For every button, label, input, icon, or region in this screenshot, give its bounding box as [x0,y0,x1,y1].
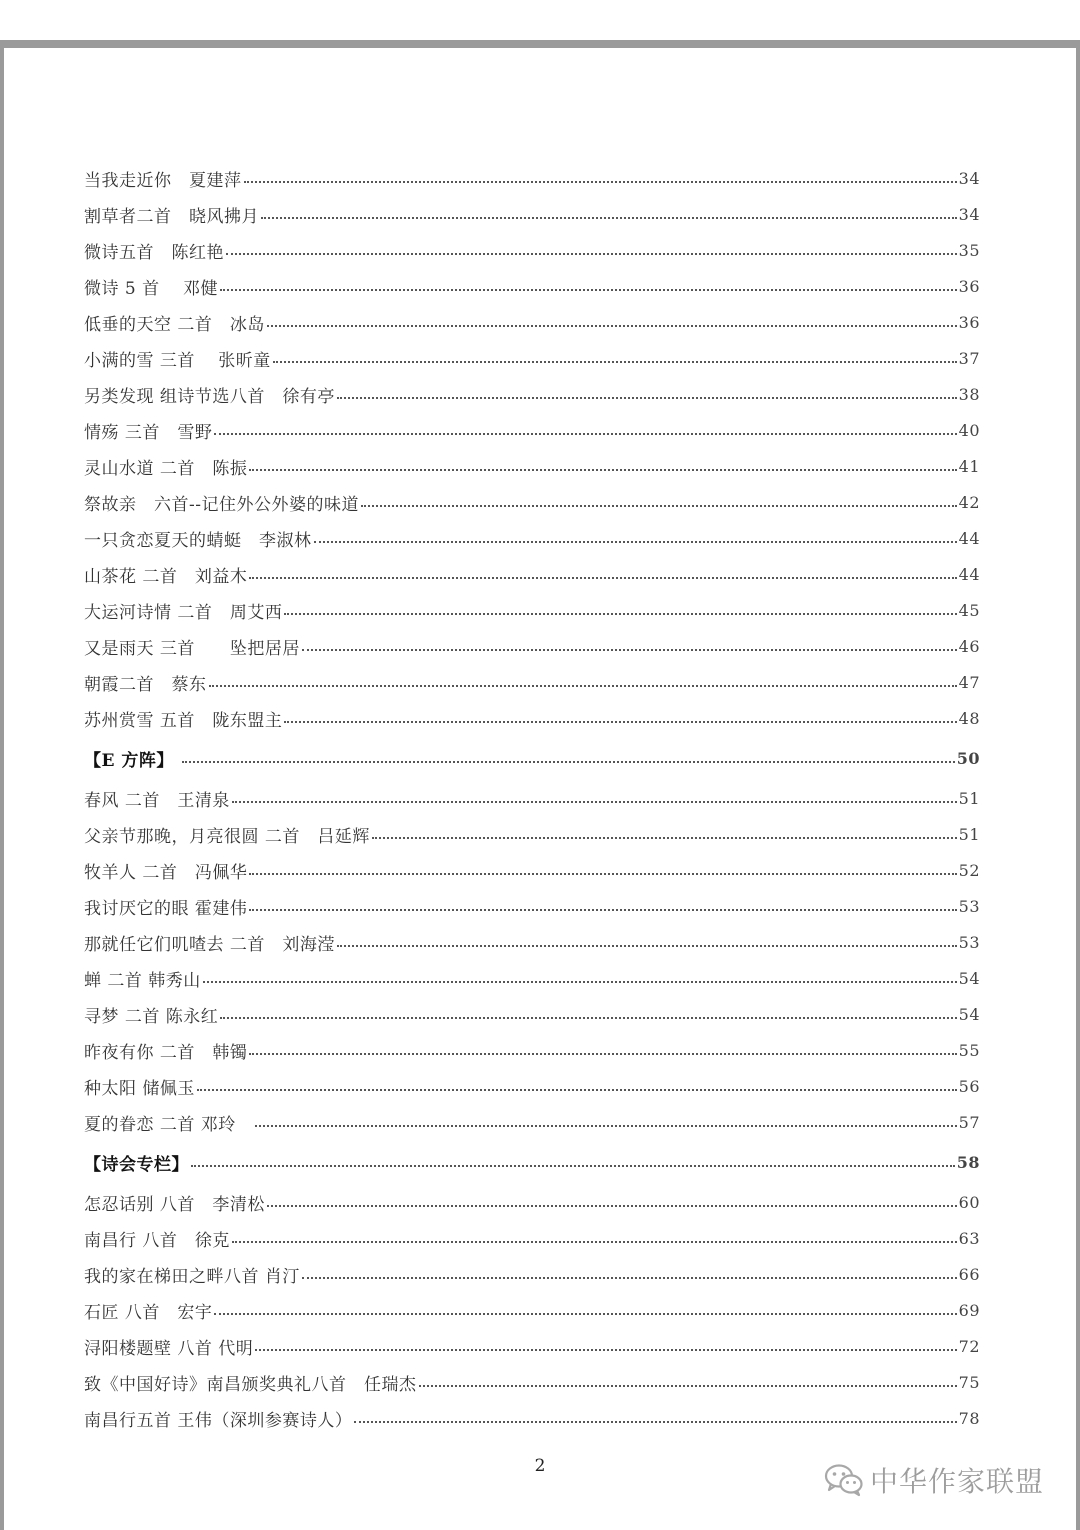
top-bar [0,0,1080,48]
toc-entry-title: 灵山水道 二首 陈振 [84,458,248,479]
toc-entry [84,1328,980,1364]
toc-entry-page: 44 [958,564,980,584]
toc-entry [84,780,980,816]
toc-dot-leader [361,504,957,507]
toc-entry-title: 【诗会专栏】 [84,1154,189,1175]
toc-entry [84,1032,980,1068]
toc-entry-title: 当我走近你 夏建萍 [84,170,242,191]
toc-entry-page: 36 [958,276,980,296]
toc-entry-title: 情殇 三首 雪野 [84,422,213,443]
toc-entry [84,1184,980,1220]
page-number: 2 [534,1456,546,1476]
toc-entry [84,1256,980,1292]
toc-dot-leader [314,540,957,543]
toc-entry-title: 山茶花 二首 刘益木 [84,566,248,587]
toc-entry-page: 38 [958,384,980,404]
toc-entry-page: 54 [958,1004,980,1024]
toc-entry [84,376,980,412]
toc-entry-title: 苏州赏雪 五首 陇东盟主 [84,710,283,731]
toc-dot-leader [354,1420,956,1423]
toc-entry [84,1292,980,1328]
toc-dot-leader [372,836,957,839]
toc-dot-leader [267,324,957,327]
toc-dot-leader [284,612,956,615]
top-frame-edge [4,40,1076,48]
toc-entry-page: 72 [958,1336,980,1356]
toc-entry [84,1364,980,1400]
toc-entry-page: 56 [958,1076,980,1096]
toc-entry-title: 昨夜有你 二首 韩镯 [84,1042,248,1063]
toc-entry [84,1220,980,1256]
toc-entry [84,852,980,888]
toc-dot-leader [302,1276,957,1279]
toc-entry-title: 割草者二首 晓风拂月 [84,206,259,227]
watermark-text: 中华作家联盟 [869,1465,1044,1498]
toc-entry-title: 一只贪恋夏天的蜻蜓 李淑林 [84,530,312,551]
wechat-icon [824,1463,864,1497]
toc-dot-leader [214,1312,956,1315]
toc-entry-page: 51 [958,788,980,808]
toc-entry-title: 另类发现 组诗节选八首 徐有亭 [84,386,335,407]
toc-dot-leader [261,216,957,219]
toc-entry-page: 35 [958,240,980,260]
toc-entry-title: 小满的雪 三首 张昕童 [84,350,271,371]
toc-entry [84,484,980,520]
toc-entry-title: 祭故亲 六首--记住外公外婆的味道 [84,494,359,515]
toc-entry-title: 寻梦 二首 陈永红 [84,1006,219,1027]
toc-entry-title: 【E 方阵】 [84,750,181,771]
toc-entry [84,268,980,304]
toc-entry [84,996,980,1032]
toc-entry [84,1068,980,1104]
toc-dot-leader [220,288,957,291]
toc-entry [84,700,980,736]
toc-entry [84,448,980,484]
toc-entry-title: 朝霞二首 蔡东 [84,674,207,695]
toc-entry-title: 石匠 八首 宏宇 [84,1302,213,1323]
toc-entry-title: 低垂的天空 二首 冰岛 [84,314,265,335]
toc-dot-leader [267,1204,957,1207]
toc-entry-page: 75 [958,1372,980,1392]
toc-dot-leader [220,1016,956,1019]
toc-entry-title: 大运河诗情 二首 周艾西 [84,602,283,623]
toc-entry-page: 50 [956,748,980,768]
toc-dot-leader [209,684,957,687]
toc-entry-page: 63 [958,1228,980,1248]
toc-entry [84,592,980,628]
toc-entry [84,924,980,960]
toc-entry-page: 40 [958,420,980,440]
toc-entry [84,340,980,376]
toc-dot-leader [255,1124,956,1127]
toc-entry [84,304,980,340]
toc-entry [84,232,980,268]
toc-dot-leader [191,1164,955,1167]
toc-entry-title: 我的家在梯田之畔八首 肖汀 [84,1266,300,1287]
toc-dot-leader [419,1384,957,1387]
toc-entry-page: 57 [958,1112,980,1132]
toc-entry [84,960,980,996]
toc-dot-leader [337,396,957,399]
toc-dot-leader [337,944,957,947]
toc-entry-page: 53 [958,932,980,952]
toc-entry [84,628,980,664]
toc-dot-leader [249,1052,956,1055]
toc-entry-page: 78 [958,1408,980,1428]
toc-entry-title: 夏的眷恋 二首 邓玲 [84,1114,254,1135]
toc-dot-leader [284,720,956,723]
toc-entry [84,1104,980,1140]
toc-entry [84,1400,980,1436]
toc-dot-leader [197,1088,957,1091]
right-frame-edge [1076,40,1080,1530]
toc-entry-title: 怎忍话别 八首 李清松 [84,1194,265,1215]
toc-entry-title: 那就任它们叽喳去 二首 刘海滢 [84,934,335,955]
toc-dot-leader [182,760,954,763]
toc-entry-title: 蝉 二首 韩秀山 [84,970,201,991]
toc-dot-leader [249,908,956,911]
toc-dot-leader [302,648,957,651]
toc-dot-leader [244,180,957,183]
toc-entry-page: 47 [958,672,980,692]
toc-entry-page: 51 [958,824,980,844]
toc-dot-leader [232,1240,957,1243]
toc-dot-leader [255,1348,956,1351]
toc-entry-title: 微诗 5 首 邓健 [84,278,219,299]
toc-entry [84,412,980,448]
toc-dot-leader [226,252,957,255]
toc-entry-page: 66 [958,1264,980,1284]
toc-dot-leader [214,432,956,435]
toc-section-heading [84,736,980,780]
toc-entry-page: 44 [958,528,980,548]
toc-entry [84,816,980,852]
toc-entry-title: 种太阳 储佩玉 [84,1078,195,1099]
toc-entry-title: 父亲节那晚，月亮很圆 二首 吕延辉 [84,826,370,847]
toc-entry [84,520,980,556]
toc-entry-title: 致《中国好诗》南昌颁奖典礼八首 任瑞杰 [84,1374,417,1395]
toc-entry-page: 55 [958,1040,980,1060]
toc-entry [84,196,980,232]
toc-entry-title: 春风 二首 王清泉 [84,790,230,811]
toc-entry-page: 60 [958,1192,980,1212]
toc-entry-page: 48 [958,708,980,728]
toc-entry-page: 34 [958,168,980,188]
toc-entry-title: 南昌行五首 王伟（深圳参赛诗人） [84,1410,353,1431]
toc-dot-leader [249,872,956,875]
toc-entry-page: 46 [958,636,980,656]
toc-entry-title: 微诗五首 陈红艳 [84,242,224,263]
toc-section-heading [84,1140,980,1184]
toc-dot-leader [203,980,957,983]
toc-entry-page: 52 [958,860,980,880]
toc-dot-leader [273,360,957,363]
toc-entry-page: 42 [958,492,980,512]
toc-entry-page: 53 [958,896,980,916]
toc-entry [84,888,980,924]
toc-dot-leader [249,576,956,579]
toc-entry [84,160,980,196]
toc-entry-page: 45 [958,600,980,620]
toc-entry-page: 36 [958,312,980,332]
toc-entry-title: 牧羊人 二首 冯佩华 [84,862,248,883]
toc-entry-title: 我讨厌它的眼 霍建伟 [84,898,248,919]
toc-entry-title: 又是雨天 三首 坠把居居 [84,638,300,659]
toc-entry [84,556,980,592]
toc-entry-page: 37 [958,348,980,368]
toc-entry-title: 浔阳楼题壁 八首 代明 [84,1338,254,1359]
toc-entry [84,664,980,700]
toc-entry-page: 41 [958,456,980,476]
toc-entry-page: 58 [956,1152,980,1172]
toc-entry-page: 54 [958,968,980,988]
toc-dot-leader [232,800,957,803]
table-of-contents [84,160,980,1436]
toc-dot-leader [249,468,956,471]
toc-entry-page: 69 [958,1300,980,1320]
toc-entry-title: 南昌行 八首 徐克 [84,1230,230,1251]
toc-entry-page: 34 [958,204,980,224]
watermark [824,1460,1044,1500]
